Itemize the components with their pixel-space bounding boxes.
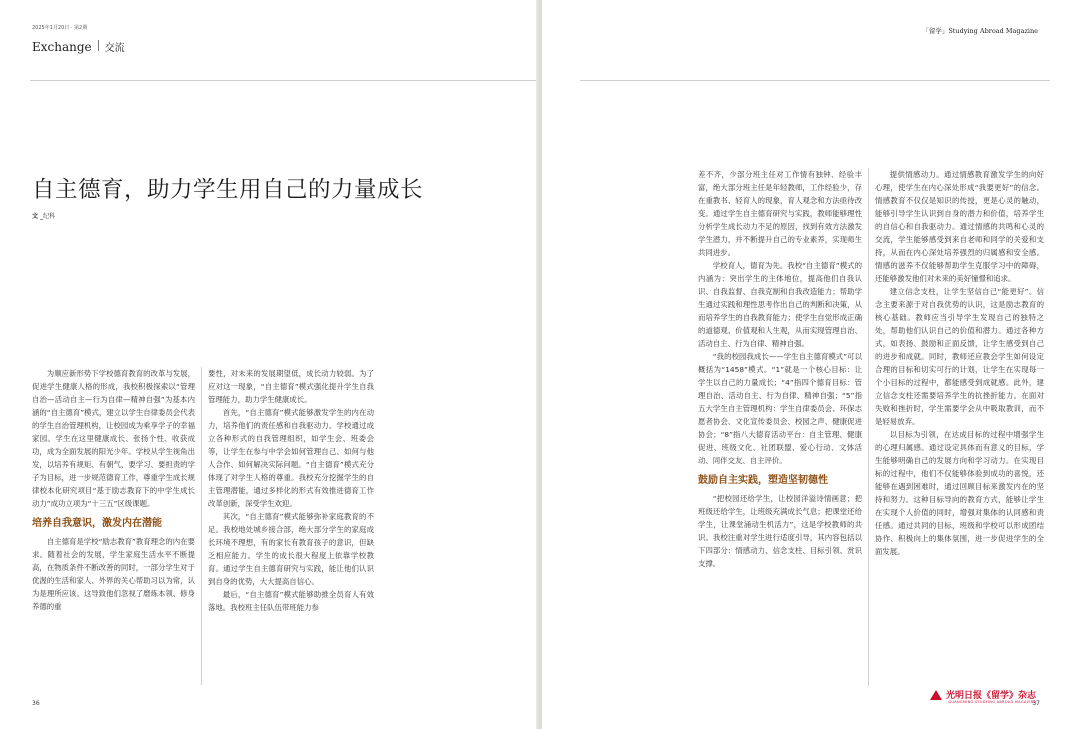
section-separator bbox=[98, 40, 99, 51]
left-column-2 bbox=[208, 367, 374, 687]
paragraph: “我的校园我成长——学生自主德育模式”可以概括为“1458”模式。“1”就是一个核心目标：让学生以自己的力量成长；“4”指四个德育目标：管理自治、活动自主、行为自律、精神自强；“5”指五大学生自主管理机构：学生自律委员会、环保志愿者协会、文化宣传委员会、校园之声、健康促进协会；“8”指八大德育活动平台：自主管理、健康促进、班级文化、社团联盟、爱心行动、文体活动、同伴交友、自主评价。 bbox=[698, 352, 862, 465]
page-number-left: 36 bbox=[32, 700, 40, 707]
paragraph: 为顺应新形势下学校德育教育的改革与发展，促进学生健康人格的形成，我校积极探索以“管理自治—活动自主—行为自律—精神自强”为基本内涵的“自主德育”模式，建立以学生自律委员会代表的学生自治管理机构，让校园成为乘享学子的幸福家园。学生在这里健康成长、张扬个性、收获成功，成为全面发展的阳光少年。学校从学生视角出发，以培养有规矩、有朝气、要学习、要担责的学子为目标，进一步规范德育工作，尊重学生成长规律校本化研究项目“基于励志教育下的中学生成长动力”成功立项为“十三五”区级课题。 bbox=[32, 369, 195, 508]
page-number-right: 37 bbox=[1032, 700, 1040, 707]
left-page bbox=[0, 0, 538, 729]
paragraph: 建立信念支柱，让学生坚信自己“能更好”。信念主要来源于对自我优势的认识，这是励志教育的核心基础。教师应当引导学生发现自己的独特之处，帮助他们认识自己的价值和潜力。通过各种方式，如表扬、鼓励和正面反馈，让学生感受到自己的进步和成就。同时，教师还应教会学生如何设定合理的目标和切实可行的计划，让学生在实现每一个小目标的过程中，都能感受到成就感。此外，建立信念支柱还需要培养学生的抗挫折能力。在面对失败和挫折时，学生需要学会从中吸取教训，而不是轻易放弃。 bbox=[875, 287, 1044, 426]
left-column-1 bbox=[32, 367, 195, 687]
column-divider bbox=[868, 168, 869, 686]
subheading: 鼓励自主实践，塑造坚韧德性 bbox=[698, 475, 828, 486]
section-title-cn: 交流 bbox=[104, 43, 125, 54]
column-divider bbox=[201, 367, 202, 685]
logo-subtext: GUANGMING STUDYING ABROAD MAGAZINE bbox=[948, 700, 1036, 704]
paragraph: 学校育人，德育为先。我校“自主德育”模式的内涵为：突出学生的主体地位，提高他们自我认识、自我监督、自我克制和自我改造能力；帮助学生通过实践和理性思考作出自己的判断和决策，从而培养学生的自我教育能力；使学生自觉形成正确的道德观、价值观和人生观，从而实现管理自治、活动自主、行为自律、精神自强。 bbox=[698, 261, 862, 348]
right-column-1 bbox=[698, 168, 862, 688]
paragraph: 自主德育是学校“励志教育”教育理念的内在要求。随着社会的发展，学生家庭生活水平不断提高，在物质条件不断改善的同时，一部分学生对于优渥的生活和家人、外界的关心帮助习以为常，认为是理所应该。这导致他们忽视了磨炼本领、修身养德的重 bbox=[32, 537, 195, 611]
section-header bbox=[32, 39, 125, 54]
paragraph: “把校园还给学生，让校园洋溢诗情画意；把班级还给学生，让班级充满成长气息；把课堂还给学生，让课堂涌动生机活力”，这是学校教师的共识。我校注重对学生进行适度引导，其内容包括以下四部分：情感动力、信念支柱、目标引领、赏识支撑。 bbox=[698, 494, 862, 568]
paragraph: 以目标为引领，在达成目标的过程中增强学生的心理归属感。通过设定具体而有意义的目标，学生能够明确自己的发展方向和学习动力。在实现目标的过程中，他们不仅能够体验到成功的喜悦，还能够在遇到困难时，通过回顾目标来激发内在的坚持和努力。这种目标导向的教育方式，能够让学生在实现个人价值的同时，增强对集体的认同感和责任感。通过共同的目标，班级和学校可以形成团结协作、积极向上的集体氛围，进一步促进学生的全面发展。 bbox=[875, 430, 1044, 556]
header-rule-left bbox=[30, 80, 536, 81]
paragraph: 首先，“自主德育”模式能够激发学生的内在动力，培养他们的责任感和自我驱动力。学校通过成立各种形式的自我管理组织，如学生会、班委会等，让学生在参与中学会如何管理自己、如何与他人合作、如何解决实际问题。“自主德育”模式充分体现了对学生人格的尊重。我校充分挖掘学生的自主管理潜能，通过多样化的形式有效推进德育工作改革创新，深受学生欢迎。 bbox=[208, 408, 374, 508]
magazine-title: 「留学」Studying Abroad Magazine bbox=[922, 27, 1038, 35]
right-column-2 bbox=[875, 168, 1044, 688]
article-headline: 自主德育，助力学生用自己的力量成长 bbox=[32, 177, 424, 203]
paragraph: 其次，“自主德育”模式能够弥补家庭教育的不足。我校地处城乡接合部，绝大部分学生的家庭成长环境不理想，有的家长有教育孩子的意识，但缺乏相应能力。学生的成长很大程度上依靠学校教育。通过学生自主德育研究与实践，能让他们认识到自身的优势，大大提高自信心。 bbox=[208, 512, 374, 586]
logo-mark-icon bbox=[930, 690, 942, 700]
paragraph: 差不齐，少部分班主任对工作情有独钟、经验丰富，绝大部分班主任是年轻教师，工作经验少，存在重教书、轻育人的现象，育人观念和方法亟待改变。通过学生自主德育研究与实践，教师能够理性分析学生成长动力不足的原因，找到有效方法激发学生潜力，并不断提升自己的专业素养，实现师生共同进步。 bbox=[698, 170, 862, 257]
paragraph: 最后，“自主德育”模式能够助推全员育人有效落地。我校班主任队伍带班能力参 bbox=[208, 590, 374, 612]
author-name: 纪科 bbox=[43, 213, 56, 220]
paragraph: 提供情感动力。通过情感教育激发学生的向好心理，使学生在内心深处形成“我要更好”的信念。情感教育不仅仅是知识的传授，更是心灵的触动，能够引导学生认识到自身的潜力和价值，培养学生的自信心和自我驱动力。通过情感的共鸣和心灵的交流，学生能够感受到来自老师和同学的关爱和支持，从而在内心深处培养强烈的归属感和安全感。情感的滋养不仅能够帮助学生克服学习中的障碍，还能够激发他们对未来的美好憧憬和追求。 bbox=[875, 170, 1044, 283]
logo-text: 光明日报《留学》杂志 bbox=[945, 691, 1036, 701]
author-label: 文 _ bbox=[32, 213, 44, 220]
section-title-en: Exchange bbox=[32, 40, 92, 54]
paragraph: 要性，对未来的发展期望低，成长动力较弱。为了应对这一现象，“自主德育”模式强化提升学生自我管理能力，助力学生健康成长。 bbox=[208, 369, 374, 404]
subheading: 培养自我意识，激发内在潜能 bbox=[32, 518, 162, 529]
author-byline bbox=[32, 211, 55, 220]
header-rule-right bbox=[580, 80, 1050, 81]
issue-line: 2025年1月20日 · 第2期 bbox=[32, 25, 88, 31]
